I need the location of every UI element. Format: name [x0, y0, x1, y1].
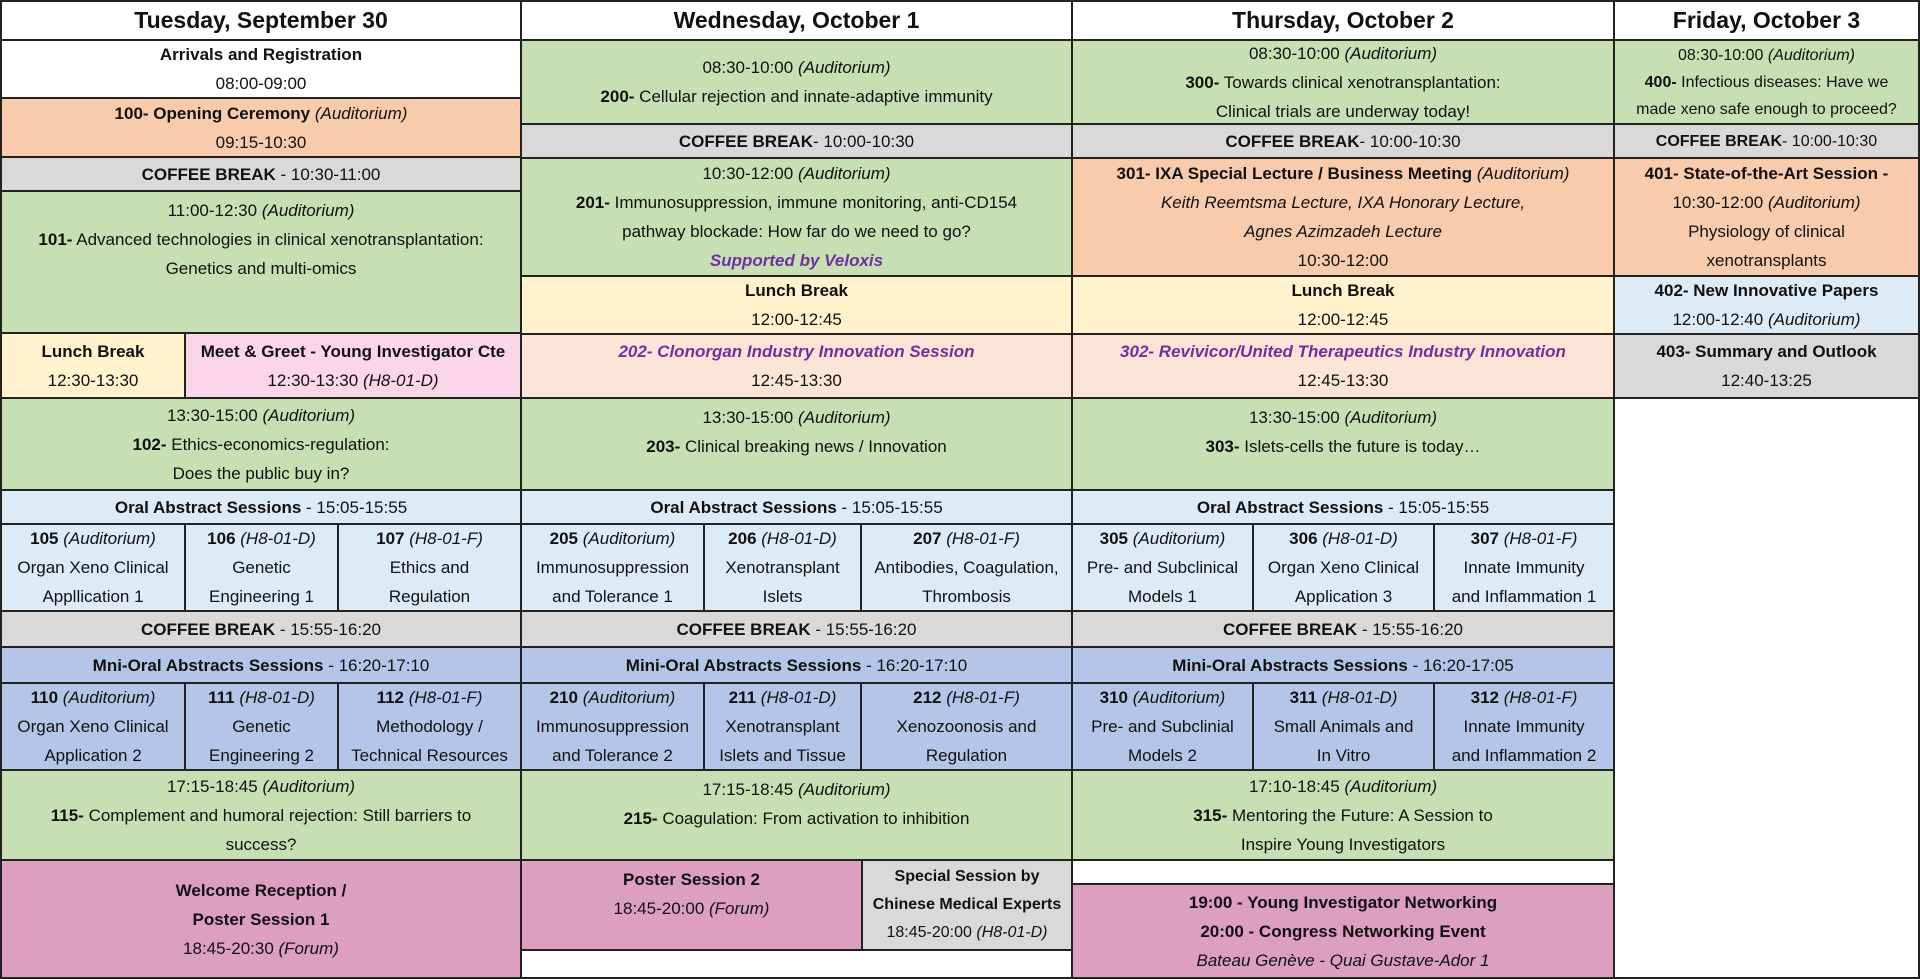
session-201-subtitle: pathway blockade: How far do we need to go? [622, 222, 971, 241]
poster2-title: Poster Session 2 [622, 870, 760, 889]
session-101-time: 11:00-12:30 [167, 201, 258, 220]
session-100-time: 09:15-10:30 [215, 132, 307, 152]
arrivals-time: 08:00-09:00 [215, 74, 307, 93]
session-303-title: Islets-cells the future is today… [1239, 437, 1481, 456]
session-302-title: 302- Revivicor/United Therapeutics Industry Innovation [1120, 342, 1566, 361]
coffee-label: COFFEE BREAK [1225, 131, 1360, 151]
session-401-time: 10:30-12:00 [1672, 193, 1764, 212]
session-title: Xenozoonosis and [896, 717, 1037, 736]
coffee-label: COFFEE BREAK [141, 619, 276, 639]
session-title-2: Application 2 [44, 746, 142, 765]
coffee-break-thu-afternoon [1071, 610, 1615, 648]
coffee-label: COFFEE BREAK [678, 131, 813, 151]
room-label: (Auditorium) [62, 688, 156, 707]
session-205 [520, 523, 705, 612]
coffee-break-wed-afternoon [520, 610, 1073, 648]
room-label: (Auditorium) [797, 58, 891, 77]
session-210 [520, 682, 705, 771]
empty-cell [1613, 397, 1920, 979]
session-title: Methodology / [376, 717, 483, 736]
networking-congress: 20:00 - Congress Networking Event [1200, 921, 1486, 941]
session-400-time: 08:30-10:00 [1678, 46, 1764, 64]
session-401-subtitle-2: xenotransplants [1706, 251, 1827, 270]
session-303 [1071, 397, 1615, 491]
room-label: (H8-01-D) [239, 688, 315, 707]
networking-venue: Bateau Genève - Quai Gustave-Ador 1 [1196, 950, 1490, 970]
session-207 [860, 523, 1073, 612]
special-title-2: Chinese Medical Experts [872, 896, 1062, 913]
welcome-time: 18:45-20:30 [183, 938, 274, 958]
coffee-label: COFFEE BREAK [141, 164, 276, 184]
meet-and-greet [184, 332, 522, 399]
session-105 [0, 523, 186, 612]
room-label: (H8-01-D) [976, 924, 1048, 941]
session-400 [1613, 39, 1920, 125]
empty-cell [1071, 859, 1615, 885]
session-303-number: 303- [1205, 437, 1240, 456]
room-label: (Auditorium) [582, 688, 676, 707]
session-115-number: 115- [50, 805, 84, 825]
session-402 [1613, 275, 1920, 335]
session-300-number: 300- [1185, 72, 1220, 92]
session-number: 111 [208, 688, 235, 707]
session-title: Xenotransplant [725, 558, 840, 577]
mini-oral-label: Mini-Oral Abstracts Sessions [625, 655, 862, 675]
session-301-time: 10:30-12:00 [1297, 251, 1389, 270]
room-label: (H8-01-F) [946, 688, 1020, 707]
session-401-title: 401- State-of-the-Art Session - [1644, 164, 1889, 183]
session-102-number: 102- [132, 434, 167, 454]
day-header-thursday: Thursday, October 2 [1071, 0, 1615, 41]
room-label: (Auditorium) [1767, 310, 1861, 329]
session-number: 305 [1099, 529, 1129, 548]
room-label: (H8-01-D) [761, 529, 837, 548]
oral-label: Oral Abstract Sessions [114, 497, 302, 517]
session-403 [1613, 333, 1920, 399]
oral-header-tue [0, 489, 522, 525]
mini-oral-time: - 16:20-17:10 [323, 655, 430, 675]
session-title: Immunosuppression [535, 717, 690, 736]
session-100 [0, 97, 522, 158]
session-number: 106 [207, 529, 236, 548]
room-label: (Forum) [709, 899, 770, 918]
session-number: 107 [376, 529, 405, 548]
coffee-break-tue-morning [0, 156, 522, 192]
coffee-break-wed-morning [520, 123, 1073, 159]
session-number: 311 [1289, 688, 1318, 707]
session-101 [0, 190, 522, 334]
session-111 [184, 682, 339, 771]
session-title-2: and Inflammation 2 [1451, 746, 1597, 765]
session-number: 207 [913, 529, 942, 548]
session-102-time: 13:30-15:00 [166, 405, 258, 425]
session-200-number: 200- [600, 87, 635, 106]
session-number: 211 [728, 688, 757, 707]
session-201 [520, 157, 1073, 277]
session-311 [1252, 682, 1435, 771]
session-201-title: Immunosuppression, immune monitoring, anti-CD154 [609, 193, 1018, 212]
special-session [861, 859, 1073, 951]
session-title-2: Appllication 1 [42, 587, 144, 606]
session-203-title: Clinical breaking news / Innovation [680, 437, 947, 456]
session-403-time: 12:40-13:25 [1721, 371, 1812, 390]
session-title-2: Regulation [925, 746, 1008, 765]
room-label: (Auditorium) [1344, 43, 1438, 63]
session-303-time: 13:30-15:00 [1248, 408, 1340, 427]
session-310 [1071, 682, 1254, 771]
networking-young: 19:00 - Young Investigator Networking [1188, 892, 1498, 912]
networking-events [1071, 883, 1615, 979]
welcome-reception [0, 859, 522, 979]
session-302-time: 12:45-13:30 [1297, 371, 1389, 390]
session-200 [520, 39, 1073, 125]
session-title: Pre- and Subclinial [1091, 717, 1234, 736]
room-label: (Auditorium) [797, 164, 891, 183]
room-label: (H8-01-F) [1503, 688, 1578, 707]
room-label: (Auditorium) [1344, 408, 1438, 427]
meet-time: 12:30-13:30 [267, 370, 359, 390]
day-header-wednesday: Wednesday, October 1 [520, 0, 1073, 41]
session-305 [1071, 523, 1254, 612]
session-100-title: 100- Opening Ceremony [114, 103, 311, 123]
room-label: (Auditorium) [1476, 164, 1570, 183]
session-201-time: 10:30-12:00 [702, 164, 794, 183]
session-title: Organ Xeno Clinical [1267, 558, 1420, 577]
mini-oral-time: - 16:20-17:10 [861, 655, 968, 675]
coffee-break-fri [1613, 123, 1920, 159]
session-title: Pre- and Subclinical [1086, 558, 1239, 577]
session-number: 205 [549, 529, 579, 548]
session-102 [0, 397, 522, 491]
session-title: Innate Immunity [1463, 717, 1585, 736]
session-number: 212 [913, 688, 942, 707]
session-title-2: Models 2 [1128, 746, 1197, 765]
session-315-time: 17:10-18:45 [1248, 776, 1340, 796]
session-107 [337, 523, 522, 612]
coffee-label: COFFEE BREAK [676, 619, 811, 639]
room-label: (Auditorium) [797, 408, 891, 427]
session-number: 306 [1289, 529, 1318, 548]
oral-header-wed [520, 489, 1073, 525]
room-label: (Auditorium) [1767, 46, 1855, 64]
session-title-2: and Tolerance 2 [552, 746, 673, 765]
session-title: Genetic [232, 717, 291, 736]
mini-oral-label: Mini-Oral Abstracts Sessions [1172, 655, 1408, 675]
session-300-time: 08:30-10:00 [1248, 43, 1340, 63]
lunch-time: 12:00-12:45 [751, 310, 842, 329]
room-label: (Auditorium) [262, 405, 356, 425]
meet-title: Meet & Greet - Young Investigator Cte [200, 341, 506, 361]
session-title-2: Technical Resources [351, 746, 508, 765]
session-212 [860, 682, 1073, 771]
session-title-2: Application 3 [1294, 587, 1393, 606]
session-203-number: 203- [646, 437, 681, 456]
poster2-time: 18:45-20:00 [613, 899, 705, 918]
day-header-friday: Friday, October 3 [1613, 0, 1920, 41]
session-title-2: Engineering 1 [209, 587, 314, 606]
session-202 [520, 333, 1073, 399]
session-301-title: 301- IXA Special Lecture / Business Meeting [1116, 164, 1473, 183]
session-402-title: 402- New Innovative Papers [1654, 281, 1879, 300]
session-215 [520, 769, 1073, 861]
special-title: Special Session by [894, 868, 1040, 885]
session-number: 206 [728, 529, 757, 548]
room-label: (H8-01-D) [1322, 529, 1398, 548]
session-201-number: 201- [575, 193, 610, 212]
session-200-title: Cellular rejection and innate-adaptive immunity [634, 87, 993, 106]
mini-oral-header-tue [0, 646, 522, 684]
session-title: Organ Xeno Clinical [17, 717, 169, 736]
room-label: (H8-01-D) [240, 529, 316, 548]
coffee-time: - 15:55-16:20 [810, 619, 917, 639]
lunch-time: 12:30-13:30 [47, 370, 139, 390]
session-title-2: Regulation [388, 587, 471, 606]
session-number: 310 [1099, 688, 1129, 707]
session-number: 210 [549, 688, 579, 707]
session-106 [184, 523, 339, 612]
session-title: Xenotransplant [725, 717, 840, 736]
coffee-time: - 10:30-11:00 [275, 164, 381, 184]
lunch-label: Lunch Break [41, 341, 145, 361]
oral-time: - 15:05-15:55 [836, 497, 943, 517]
session-number: 105 [30, 529, 59, 548]
room-label: (Auditorium) [582, 529, 676, 548]
session-315 [1071, 769, 1615, 861]
oral-header-thu [1071, 489, 1615, 525]
session-301-lectures: Keith Reemtsma Lecture, IXA Honorary Lecture, [1160, 193, 1526, 212]
session-title: Genetic [232, 558, 291, 577]
session-number: 312 [1470, 688, 1499, 707]
coffee-time: - 15:55-16:20 [275, 619, 381, 639]
room-label: (H8-01-F) [409, 529, 483, 548]
coffee-break-tue-afternoon [0, 610, 522, 648]
room-label: (Auditorium) [63, 529, 156, 548]
session-102-subtitle: Does the public buy in? [172, 463, 350, 483]
session-301-lectures-2: Agnes Azimzadeh Lecture [1244, 222, 1442, 241]
session-202-time: 12:45-13:30 [751, 371, 842, 390]
lunch-break-thu [1071, 275, 1615, 335]
session-400-subtitle: made xeno safe enough to proceed? [1636, 100, 1897, 118]
room-label: (H8-01-F) [408, 688, 483, 707]
room-label: (Auditorium) [1767, 193, 1861, 212]
sponsor-label: Supported by Veloxis [709, 251, 884, 270]
oral-label: Oral Abstract Sessions [1196, 497, 1384, 517]
welcome-title: Welcome Reception / [175, 880, 347, 900]
room-label: (H8-01-D) [362, 370, 439, 390]
session-title: Innate Immunity [1463, 558, 1585, 577]
room-label: (H8-01-D) [1321, 688, 1398, 707]
session-401 [1613, 157, 1920, 277]
room-label: (Auditorium) [314, 103, 408, 123]
session-number: 307 [1470, 529, 1499, 548]
empty-cell [520, 949, 1073, 979]
session-300-subtitle: Clinical trials are underway today! [1215, 101, 1471, 121]
session-115-title: Complement and humoral rejection: Still barriers to [83, 805, 472, 825]
room-label: (Auditorium) [1132, 529, 1226, 548]
mini-oral-header-thu [1071, 646, 1615, 684]
lunch-break-tue [0, 332, 186, 399]
lunch-label: Lunch Break [745, 281, 848, 300]
session-300-title: Towards clinical xenotransplantation: [1219, 72, 1501, 92]
session-title-2: and Inflammation 1 [1451, 587, 1597, 606]
session-315-number: 315- [1193, 805, 1228, 825]
session-title-2: and Tolerance 1 [552, 587, 673, 606]
session-302 [1071, 333, 1615, 399]
coffee-time: - 15:55-16:20 [1357, 619, 1463, 639]
session-title-2: Models 1 [1128, 587, 1197, 606]
oral-label: Oral Abstract Sessions [650, 497, 837, 517]
session-301 [1071, 157, 1615, 277]
session-400-number: 400- [1644, 73, 1677, 91]
session-312 [1433, 682, 1615, 771]
coffee-time: - 10:00-10:30 [1359, 131, 1461, 151]
session-306 [1252, 523, 1435, 612]
session-title: Small Animals and [1273, 717, 1414, 736]
session-title-2: In Vitro [1316, 746, 1371, 765]
session-402-time: 12:00-12:40 [1672, 310, 1764, 329]
session-206 [703, 523, 862, 612]
session-102-title: Ethics-economics-regulation: [166, 434, 390, 454]
session-number: 110 [30, 688, 59, 707]
room-label: (Auditorium) [262, 776, 356, 796]
session-title: Organ Xeno Clinical [17, 558, 169, 577]
coffee-break-thu-morning [1071, 123, 1615, 159]
session-112 [337, 682, 522, 771]
mini-oral-label: Mni-Oral Abstracts Sessions [92, 655, 324, 675]
lunch-break-wed [520, 275, 1073, 335]
session-315-subtitle: Inspire Young Investigators [1240, 834, 1446, 854]
mini-oral-time: - 16:20-17:05 [1407, 655, 1514, 675]
session-101-title: Advanced technologies in clinical xenotransplantation: [72, 230, 484, 249]
room-label: (H8-01-D) [760, 688, 837, 707]
session-115 [0, 769, 522, 861]
room-label: (Auditorium) [261, 201, 355, 220]
session-101-subtitle: Genetics and multi-omics [165, 259, 357, 278]
session-307 [1433, 523, 1615, 612]
session-title-2: Thrombosis [922, 587, 1011, 606]
session-203 [520, 397, 1073, 491]
session-300 [1071, 39, 1615, 125]
session-403-title: 403- Summary and Outlook [1656, 342, 1877, 361]
session-115-subtitle: success? [225, 834, 297, 854]
room-label: (Auditorium) [797, 780, 891, 799]
session-215-number: 215- [623, 809, 658, 828]
session-title: Immunosuppression [535, 558, 690, 577]
session-211 [703, 682, 862, 771]
session-115-time: 17:15-18:45 [166, 776, 258, 796]
session-315-title: Mentoring the Future: A Session to [1227, 805, 1493, 825]
arrivals-title: Arrivals and Registration [159, 45, 363, 64]
arrivals-cell [0, 39, 522, 99]
oral-time: - 15:05-15:55 [1383, 497, 1490, 517]
coffee-label: COFFEE BREAK [1655, 132, 1783, 150]
room-label: (Auditorium) [1132, 688, 1226, 707]
session-number: 112 [376, 688, 405, 707]
welcome-title-2: Poster Session 1 [192, 909, 330, 929]
session-101-number: 101- [38, 230, 73, 249]
session-200-time: 08:30-10:00 [702, 58, 794, 77]
session-202-title: 202- Clonorgan Industry Innovation Session [618, 342, 975, 361]
special-time: 18:45-20:00 [886, 924, 972, 941]
session-title: Antibodies, Coagulation, [874, 558, 1059, 577]
session-400-title: Infectious diseases: Have we [1676, 73, 1889, 91]
mini-oral-header-wed [520, 646, 1073, 684]
room-label: (H8-01-F) [946, 529, 1020, 548]
lunch-label: Lunch Break [1291, 281, 1395, 300]
oral-time: - 15:05-15:55 [301, 497, 408, 517]
day-header-tuesday: Tuesday, September 30 [0, 0, 522, 41]
session-110 [0, 682, 186, 771]
poster-session-2 [520, 859, 863, 951]
session-203-time: 13:30-15:00 [702, 408, 794, 427]
coffee-time: - 10:00-10:30 [1782, 132, 1878, 150]
room-label: (Auditorium) [1344, 776, 1438, 796]
session-title: Ethics and [389, 558, 470, 577]
session-401-subtitle: Physiology of clinical [1688, 222, 1845, 241]
lunch-time: 12:00-12:45 [1297, 310, 1389, 329]
coffee-label: COFFEE BREAK [1223, 619, 1358, 639]
room-label: (Forum) [278, 938, 339, 958]
session-215-title: Coagulation: From activation to inhibition [657, 809, 970, 828]
session-title-2: Islets and Tissue [719, 746, 846, 765]
room-label: (H8-01-F) [1503, 529, 1578, 548]
coffee-time: - 10:00-10:30 [812, 131, 915, 151]
session-215-time: 17:15-18:45 [702, 780, 794, 799]
session-title-2: Islets [762, 587, 803, 606]
session-title-2: Engineering 2 [209, 746, 314, 765]
